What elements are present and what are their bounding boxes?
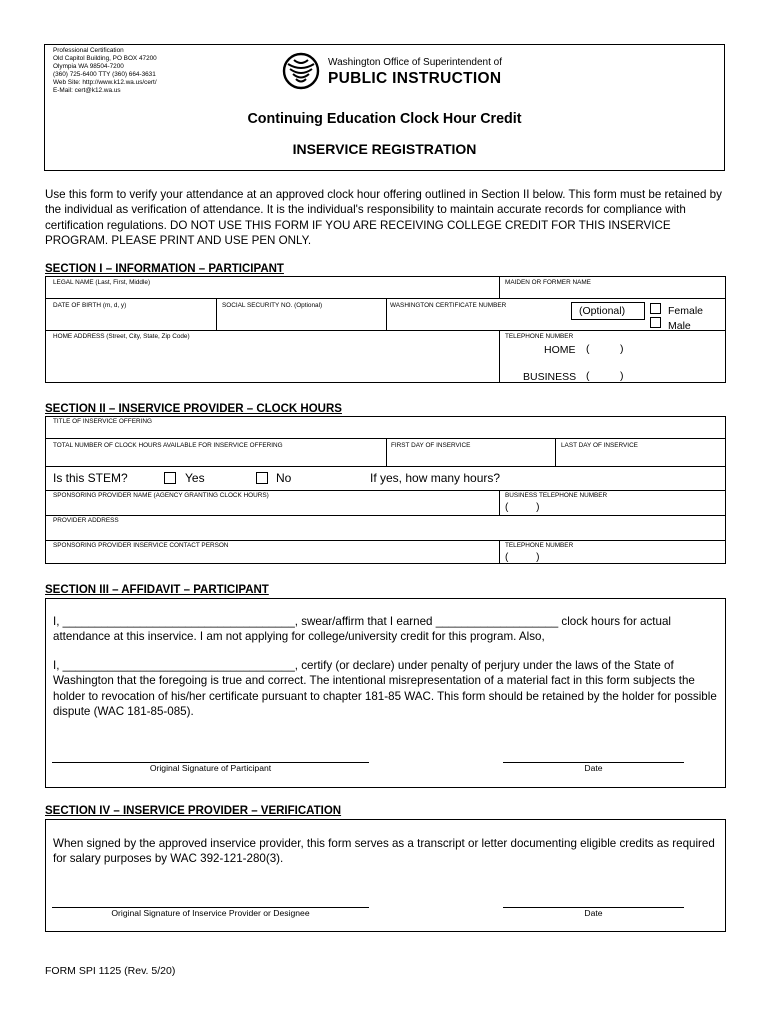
participant-signature-label: Original Signature of Participant xyxy=(149,763,272,773)
home-phone-field[interactable]: ( ) xyxy=(586,343,624,355)
address-line: Olympia WA 98504-7200 xyxy=(53,63,124,70)
contact-person-field[interactable] xyxy=(46,551,498,563)
legal-name-field[interactable] xyxy=(46,287,498,297)
dob-label: DATE OF BIRTH (m, d, y) xyxy=(53,302,127,309)
cert-number-field[interactable] xyxy=(387,311,567,329)
first-day-field[interactable] xyxy=(387,451,554,465)
form-number: FORM SPI 1125 (Rev. 5/20) xyxy=(45,965,176,977)
stem-yes-label: Yes xyxy=(185,471,205,485)
legal-name-label: LEGAL NAME (Last, First, Middle) xyxy=(53,279,151,286)
provider-date-label: Date xyxy=(584,908,603,918)
section1-heading: SECTION I – INFORMATION – PARTICIPANT xyxy=(45,263,284,275)
female-checkbox[interactable] xyxy=(650,303,661,314)
agency-name-line2: PUBLIC INSTRUCTION xyxy=(328,70,502,87)
agency-address xyxy=(53,47,157,95)
stem-hours-question: If yes, how many hours? xyxy=(370,471,501,485)
maiden-name-label: MAIDEN OR FORMER NAME xyxy=(505,279,591,286)
provider-signature-label: Original Signature of Inservice Provider or Designee xyxy=(111,908,310,918)
sponsor-name-label: SPONSORING PROVIDER NAME (AGENCY GRANTING CLOCK HOURS) xyxy=(53,492,269,499)
intro-paragraph: Use this form to verify your attendance at an approved clock hour offering outlined in Section II below. This form must be retained by the individual as verification of attendance. It is the individual's responsibility to maintain accurate records for compliance with certification regulations. DO NOT USE THIS FORM IF YOU ARE RECEIVING COLLEGE CREDIT FOR THIS INSERVICE PROGRAM. PLEASE PRINT AND USE PEN ONLY. xyxy=(45,188,722,247)
form-subtitle: INSERVICE REGISTRATION xyxy=(292,141,477,157)
ssn-field[interactable] xyxy=(217,311,385,329)
dob-field[interactable] xyxy=(46,311,215,329)
total-hours-field[interactable] xyxy=(46,451,385,465)
contact-person-label: SPONSORING PROVIDER INSERVICE CONTACT PERSON xyxy=(53,542,229,549)
total-hours-label: TOTAL NUMBER OF CLOCK HOURS AVAILABLE FOR INSERVICE OFFERING xyxy=(53,442,283,449)
business-phone-field[interactable]: ( ) xyxy=(586,370,624,382)
business-phone-label: BUSINESS xyxy=(523,371,577,383)
last-day-field[interactable] xyxy=(556,451,725,465)
stem-question: Is this STEM? xyxy=(53,471,128,485)
optional-label: (Optional) xyxy=(579,305,626,317)
cert-number-label: WASHINGTON CERTIFICATE NUMBER xyxy=(390,302,507,309)
business-telephone-label: BUSINESS TELEPHONE NUMBER xyxy=(505,492,608,499)
male-label: Male xyxy=(668,320,691,332)
last-day-label: LAST DAY OF INSERVICE xyxy=(561,442,638,449)
male-checkbox[interactable] xyxy=(650,317,661,328)
section4-heading: SECTION IV – INSERVICE PROVIDER – VERIFICATION xyxy=(45,805,342,817)
stem-yes-checkbox[interactable] xyxy=(164,472,176,484)
section3-heading: SECTION III – AFFIDAVIT – PARTICIPANT xyxy=(45,584,269,596)
address-line: Old Capitol Building, PO BOX 47200 xyxy=(53,55,157,62)
business-telephone-field[interactable]: ( ) xyxy=(505,502,540,513)
maiden-name-field[interactable] xyxy=(500,287,725,297)
telephone-label: TELEPHONE NUMBER xyxy=(505,333,574,340)
affidavit-paragraph-1: I, ____________________________________, swear/affirm that I earned ___________________ clock hours for actual attendance at this inservice. I am not applying for college/university credit for this program. Also, xyxy=(53,615,671,644)
section2-heading: SECTION II – INSERVICE PROVIDER – CLOCK HOURS xyxy=(45,403,342,415)
home-phone-label: HOME xyxy=(544,344,576,356)
address-line: E-Mail: cert@k12.wa.us xyxy=(53,87,121,94)
form-title: Continuing Education Clock Hour Credit xyxy=(247,111,522,127)
first-day-label: FIRST DAY OF INSERVICE xyxy=(391,442,471,449)
provider-address-field[interactable] xyxy=(46,526,725,539)
contact-telephone-field[interactable]: ( ) xyxy=(505,552,540,563)
home-address-label: HOME ADDRESS (Street, City, State, Zip Code) xyxy=(53,333,190,340)
address-line: Professional Certification xyxy=(53,47,124,54)
stem-no-checkbox[interactable] xyxy=(256,472,268,484)
stem-no-label: No xyxy=(276,471,292,485)
female-label: Female xyxy=(668,305,704,317)
title-offering-label: TITLE OF INSERVICE OFFERING xyxy=(53,418,152,425)
sponsor-name-field[interactable] xyxy=(46,501,498,514)
title-offering-field[interactable] xyxy=(46,427,725,437)
address-line: (360) 725-6400 TTY (360) 664-3631 xyxy=(53,71,156,78)
affidavit-paragraph-2: I, ____________________________________, certify (or declare) under penalty of perjury under the laws of the State of Washington that the foregoing is true and correct. The intentional misrepresentation of a material fact in this form subjects the holder to revocation of his/her certificate pursuant to chapter 181-85 WAC. This form should be retained by the holder for possible dispute (WAC 181-85-085). xyxy=(53,659,717,718)
address-line: Web Site: http://www.k12.wa.us/cert/ xyxy=(53,79,157,86)
ssn-label: SOCIAL SECURITY NO. (Optional) xyxy=(222,302,323,309)
agency-name-line1: Washington Office of Superintendent of xyxy=(328,57,502,68)
verification-paragraph: When signed by the approved inservice provider, this form serves as a transcript or letter documenting eligible credits as required for salary purposes by WAC 392-121-280(3). xyxy=(53,837,715,866)
provider-address-label: PROVIDER ADDRESS xyxy=(53,517,119,524)
ospi-logo-icon xyxy=(282,52,320,90)
participant-date-label: Date xyxy=(584,763,603,773)
contact-telephone-label: TELEPHONE NUMBER xyxy=(505,542,574,549)
home-address-field[interactable] xyxy=(46,342,498,382)
